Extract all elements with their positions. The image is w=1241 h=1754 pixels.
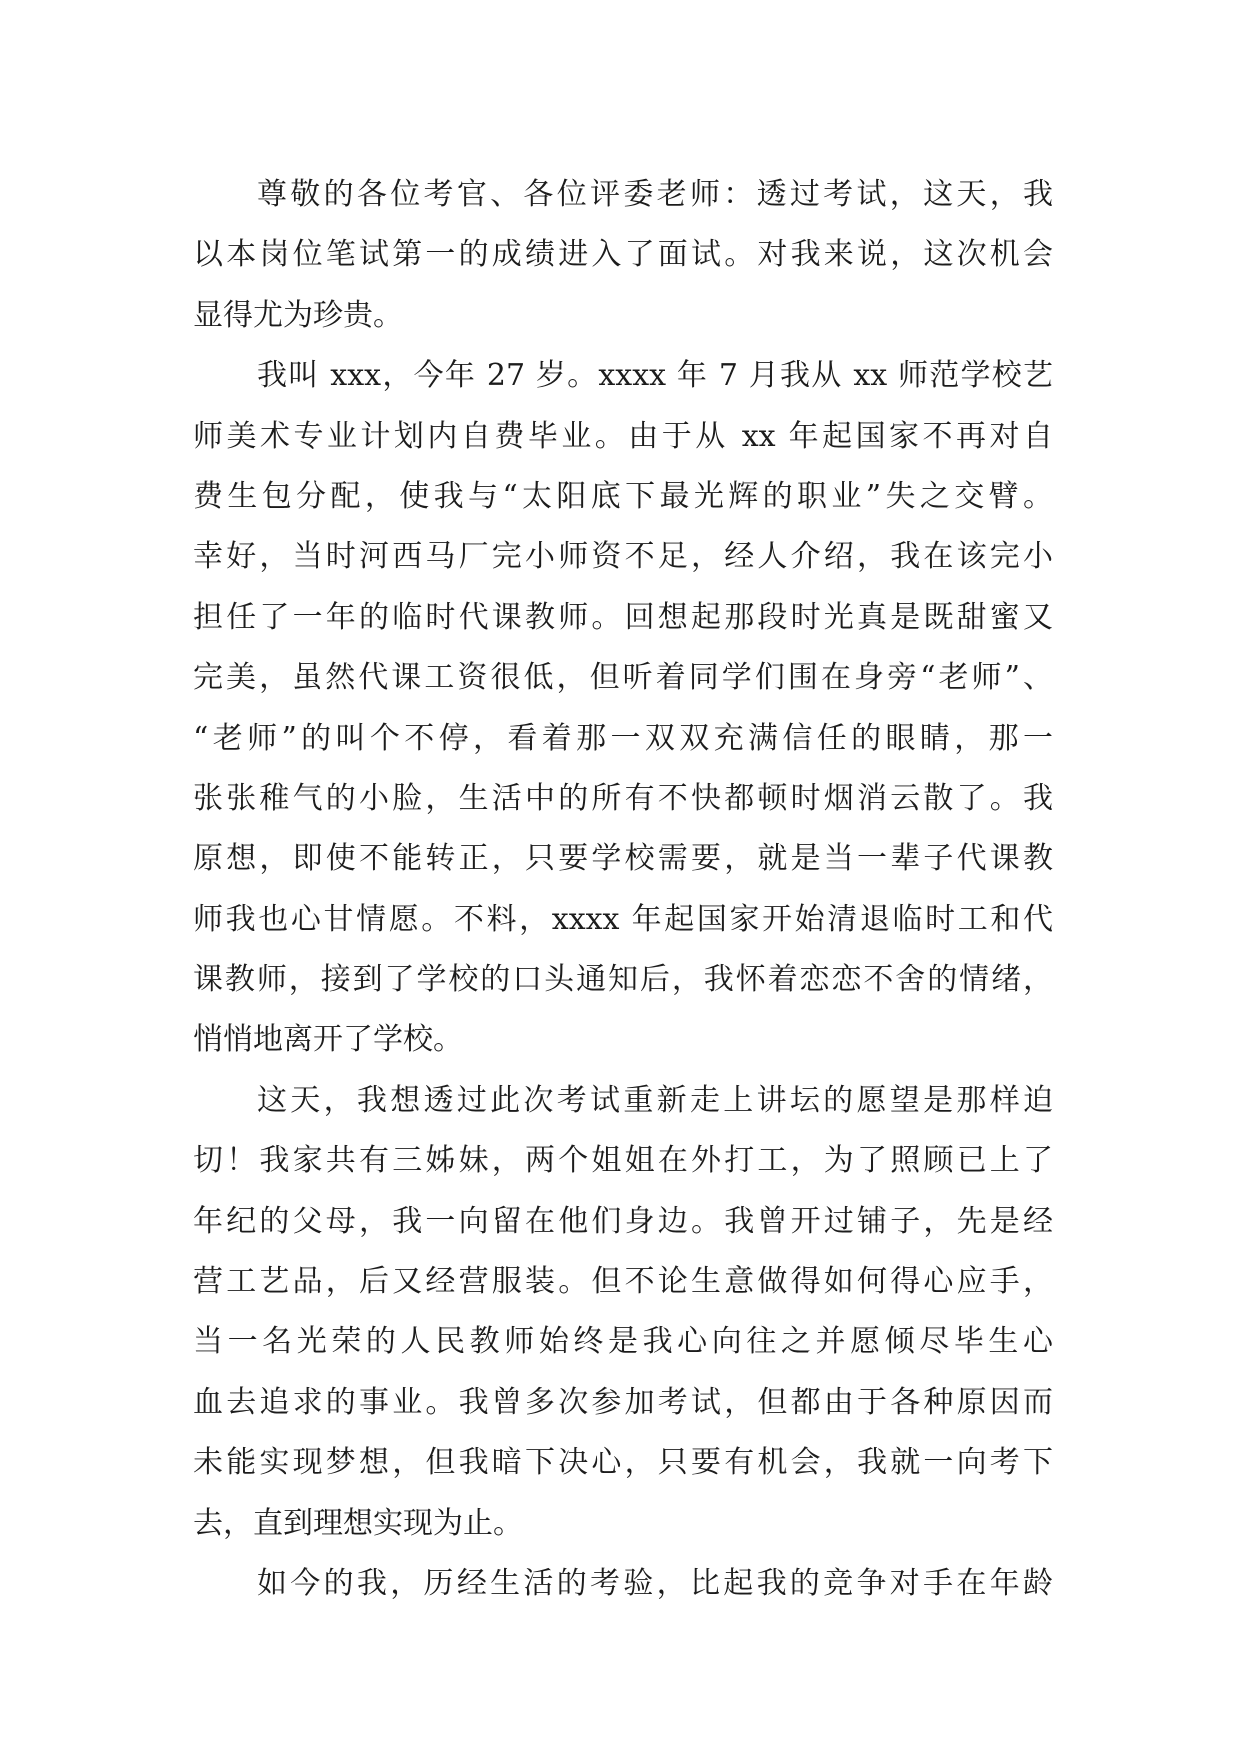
paragraph-2 <box>193 346 1053 1071</box>
paragraph-3 <box>193 1071 1053 1554</box>
paragraph-1 <box>193 165 1053 346</box>
text-line: 师美术专业计划内自费毕业。由于从 xx 年起国家不再对自 <box>193 418 1053 454</box>
text-line: 年纪的父母，我一向留在他们身边。我曾开过铺子，先是经 <box>193 1203 1053 1239</box>
text-line: 幸好，当时河西马厂完小师资不足，经人介绍，我在该完小 <box>193 539 1053 575</box>
text-line: 去，直到理想实现为止。 <box>193 1505 523 1541</box>
text-line: 尊敬的各位考官、各位评委老师：透过考试，这天，我 <box>257 177 1053 212</box>
text-line: 悄悄地离开了学校。 <box>193 1022 463 1058</box>
text-line: 未能实现梦想，但我暗下决心，只要有机会，我就一向考下 <box>193 1445 1053 1481</box>
text-line: 切！我家共有三姊妹，两个姐姐在外打工，为了照顾已上了 <box>193 1143 1053 1179</box>
text-line: “老师”的叫个不停，看着那一双双充满信任的眼睛，那一 <box>193 720 1053 756</box>
text-line: 我叫 xxx，今年 27 岁。xxxx 年 7 月我从 xx 师范学校艺 <box>257 358 1053 394</box>
text-line: 原想，即使不能转正，只要学校需要，就是当一辈子代课教 <box>193 841 1053 877</box>
text-line: 课教师，接到了学校的口头通知后，我怀着恋恋不舍的情绪， <box>193 962 1053 998</box>
text-line: 这天，我想透过此次考试重新走上讲坛的愿望是那样迫 <box>257 1082 1053 1118</box>
text-line: 营工艺品，后又经营服装。但不论生意做得如何得心应手， <box>193 1264 1053 1300</box>
text-line: 血去追求的事业。我曾多次参加考试，但都由于各种原因而 <box>193 1384 1053 1420</box>
text-line: 费生包分配，使我与“太阳底下最光辉的职业”失之交臂。 <box>193 478 1053 514</box>
document-body <box>193 165 1053 1614</box>
text-line: 完美，虽然代课工资很低，但听着同学们围在身旁“老师”、 <box>193 660 1053 696</box>
text-line: 显得尤为珍贵。 <box>193 297 403 333</box>
text-line: 当一名光荣的人民教师始终是我心向往之并愿倾尽毕生心 <box>193 1324 1053 1360</box>
text-line: 张张稚气的小脸，生活中的所有不快都顿时烟消云散了。我 <box>193 780 1053 816</box>
paragraph-4 <box>193 1554 1053 1614</box>
text-line: 师我也心甘情愿。不料，xxxx 年起国家开始清退临时工和代 <box>193 901 1053 937</box>
text-line: 担任了一年的临时代课教师。回想起那段时光真是既甜蜜又 <box>193 599 1053 635</box>
text-line: 以本岗位笔试第一的成绩进入了面试。对我来说，这次机会 <box>193 237 1053 273</box>
text-line: 如今的我，历经生活的考验，比起我的竞争对手在年龄 <box>257 1565 1053 1601</box>
